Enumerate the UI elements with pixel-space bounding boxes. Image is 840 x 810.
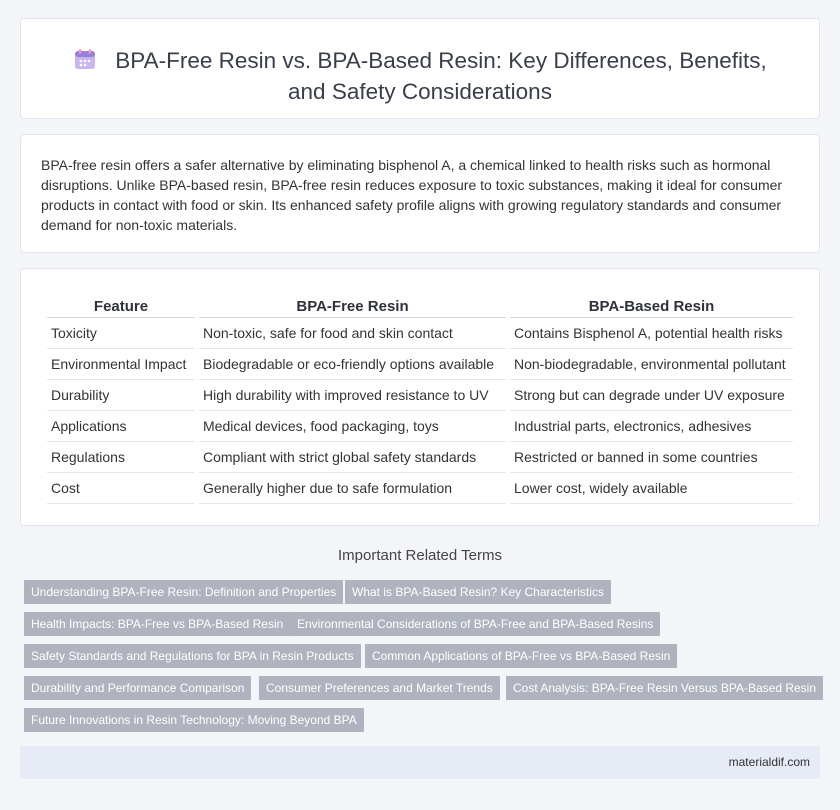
table-row (47, 411, 793, 442)
table-cell: Strong but can degrade under UV exposure (510, 380, 793, 411)
table-cell: Environmental Impact (47, 349, 195, 380)
table-cell: Lower cost, widely available (510, 473, 793, 504)
related-term-link[interactable]: What is BPA-Based Resin? Key Characteristics (345, 580, 611, 604)
table-cell: Contains Bisphenol A, potential health risks (510, 318, 793, 349)
table-cell: Restricted or banned in some countries (510, 442, 793, 473)
comparison-table (43, 295, 797, 504)
table-row (47, 473, 793, 504)
comparison-table-card (20, 268, 820, 526)
header-feature: Feature (47, 295, 195, 318)
related-term-link[interactable]: Consumer Preferences and Market Trends (259, 676, 500, 700)
table-cell: Generally higher due to safe formulation (199, 473, 506, 504)
related-terms-title: Important Related Terms (338, 547, 502, 564)
table-row (47, 380, 793, 411)
page-title (21, 47, 819, 106)
table-cell: Non-toxic, safe for food and skin contact (199, 318, 506, 349)
table-row (47, 318, 793, 349)
table-cell: Industrial parts, electronics, adhesives (510, 411, 793, 442)
related-term-link[interactable]: Environmental Considerations of BPA-Free and BPA-Based Resins (290, 612, 660, 636)
table-row (47, 349, 793, 380)
intro-paragraph: BPA-free resin offers a safer alternative by eliminating bisphenol A, a chemical linked to health risks such as hormonal disruptions. Unlike BPA-based resin, BPA-free resin reduces exposure to toxic substances, making it ideal for consumer products in contact with food or skin. Its enhanced safety profile aligns with growing regulatory standards and consumer demand for non-toxic materials. (41, 157, 783, 233)
header-card (20, 18, 820, 119)
calendar-icon (73, 47, 97, 78)
table-cell: Cost (47, 473, 195, 504)
table-cell: High durability with improved resistance to UV (199, 380, 506, 411)
table-cell: Toxicity (47, 318, 195, 349)
footer-bar (20, 746, 820, 779)
table-row (47, 442, 793, 473)
table-cell: Regulations (47, 442, 195, 473)
related-term-link[interactable]: Understanding BPA-Free Resin: Definition and Properties (24, 580, 343, 604)
footer-site-link[interactable]: materialdif.com (728, 755, 810, 769)
table-cell: Medical devices, food packaging, toys (199, 411, 506, 442)
related-term-link[interactable]: Future Innovations in Resin Technology: Moving Beyond BPA (24, 708, 364, 732)
related-term-link[interactable]: Cost Analysis: BPA-Free Resin Versus BPA-Based Resin (506, 676, 823, 700)
title-line-1: BPA-Free Resin vs. BPA-Based Resin: Key Differences, Benefits, (115, 48, 767, 73)
intro-card (20, 134, 820, 253)
table-cell: Non-biodegradable, environmental pollutant (510, 349, 793, 380)
table-cell: Biodegradable or eco-friendly options available (199, 349, 506, 380)
related-term-link[interactable]: Health Impacts: BPA-Free vs BPA-Based Resin (24, 612, 290, 636)
table-cell: Compliant with strict global safety standards (199, 442, 506, 473)
header-bpa-based: BPA-Based Resin (510, 295, 793, 318)
table-cell: Applications (47, 411, 195, 442)
related-term-link[interactable]: Durability and Performance Comparison (24, 676, 251, 700)
table-header-row (47, 295, 793, 318)
related-term-link[interactable]: Common Applications of BPA-Free vs BPA-Based Resin (365, 644, 677, 668)
related-term-link[interactable]: Safety Standards and Regulations for BPA in Resin Products (24, 644, 361, 668)
title-line-2: and Safety Considerations (288, 79, 552, 104)
header-bpa-free: BPA-Free Resin (199, 295, 506, 318)
table-cell: Durability (47, 380, 195, 411)
